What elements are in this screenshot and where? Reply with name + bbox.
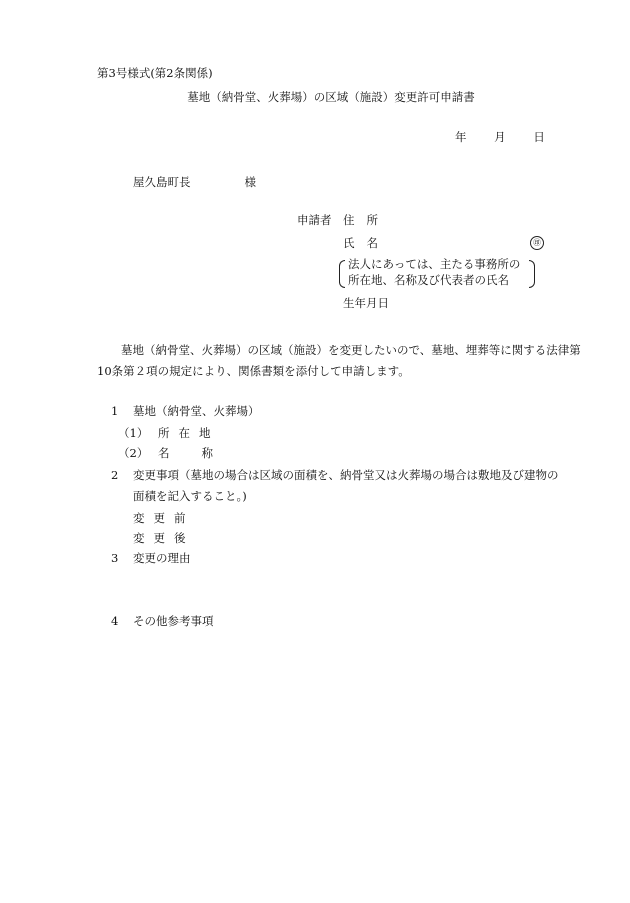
name-label: 氏名	[343, 236, 390, 250]
document-title: 墓地（納骨堂、火葬場）の区域（施設）変更許可申請書	[187, 90, 475, 104]
form-number: 第3号様式(第2条関係)	[97, 66, 213, 80]
application-statement: 墓地（納骨堂、火葬場）の区域（施設）を変更したいので、墓地、埋葬等に関する法律第10条第２項の規定により、関係書類を添付して申請します。	[97, 343, 581, 378]
applicant-label: 申請者	[297, 213, 332, 227]
date-day: 日	[533, 130, 545, 144]
item-1-number: 1	[111, 404, 119, 418]
item-1b-number: （2）	[118, 446, 149, 460]
item-1a-number: （1）	[118, 426, 149, 440]
item-1-label: 墓地（納骨堂、火葬場）	[133, 404, 260, 418]
corporate-note	[339, 258, 539, 292]
item-3-number: 3	[111, 551, 119, 565]
addressee-name: 屋久島町長	[133, 175, 191, 189]
item-4-label: その他参考事項	[133, 614, 214, 628]
left-bracket	[339, 260, 345, 288]
corporate-note-line2: 所在地、名称及び代表者の氏名	[348, 273, 509, 287]
item-2-after: 変更後	[133, 531, 195, 545]
addressee-honorific: 様	[244, 175, 256, 189]
item-4	[111, 615, 214, 629]
seal-mark: ㊞	[530, 236, 544, 250]
corporate-note-line1: 法人にあっては、主たる事務所の	[348, 257, 521, 271]
date-month: 月	[494, 130, 506, 144]
addressee	[133, 176, 256, 190]
item-2-label: 変更事項（墓地の場合は区域の面積を、納骨堂又は火葬場の場合は敷地及び建物の	[133, 468, 559, 482]
date-year: 年	[455, 130, 467, 144]
item-2-before: 変更前	[133, 511, 195, 525]
item-2-number: 2	[111, 468, 119, 482]
birthdate-label: 生年月日	[343, 296, 389, 310]
item-2	[111, 469, 559, 483]
item-2-continuation: 面積を記入すること。)	[133, 489, 247, 503]
item-4-number: 4	[111, 614, 119, 628]
item-1a-label: 所在地	[158, 426, 220, 440]
date-row	[455, 131, 545, 145]
item-3-label: 変更の理由	[133, 551, 191, 565]
item-1b-label: 名称	[158, 446, 245, 460]
address-label: 住所	[343, 213, 390, 227]
item-3	[111, 552, 191, 566]
item-1	[111, 405, 260, 419]
right-bracket	[529, 260, 535, 288]
